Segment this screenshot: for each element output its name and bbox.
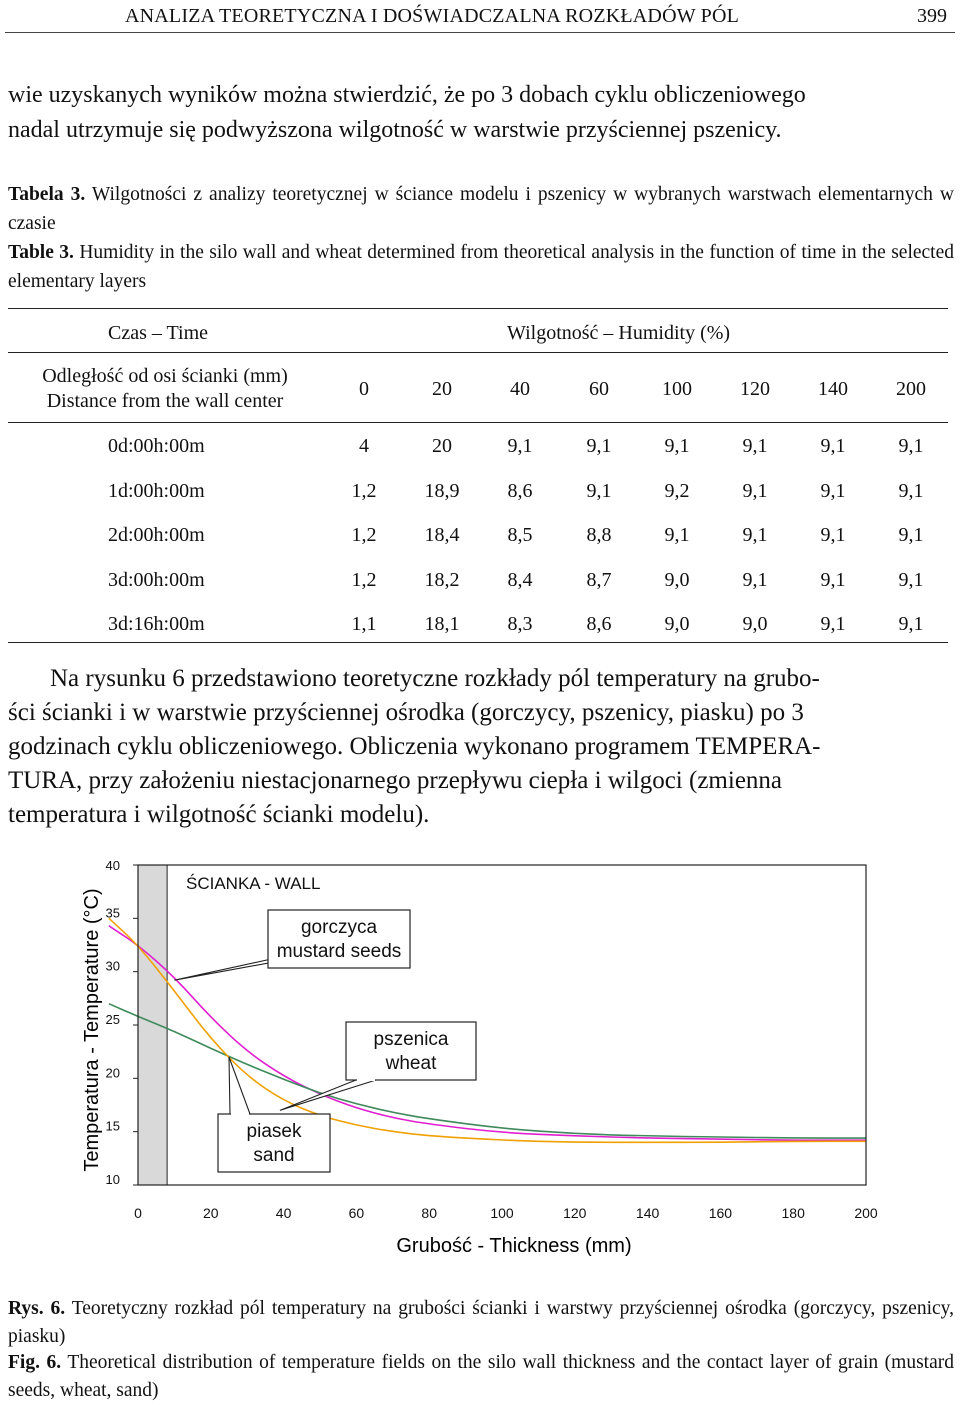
body-line-3: godzinach cyklu obliczeniowego. Obliczenia wykonano programem TEMPERA- bbox=[8, 733, 821, 760]
series-line-0 bbox=[109, 926, 866, 1140]
x-tick-label: 120 bbox=[563, 1205, 587, 1221]
page-number: 399 bbox=[917, 5, 947, 27]
table-cell-value: 9,1 bbox=[742, 568, 768, 591]
table-cell-value: 9,1 bbox=[586, 435, 612, 457]
table-caption-pl bbox=[8, 180, 954, 238]
series-line-2 bbox=[109, 918, 866, 1142]
x-tick-label: 140 bbox=[635, 1205, 660, 1221]
table-cell-value: 9,1 bbox=[820, 613, 846, 635]
table-cell-value: 9,1 bbox=[898, 524, 924, 546]
table-caption-en-label: Table 3. bbox=[8, 242, 74, 263]
y-tick-label: 25 bbox=[105, 1012, 120, 1027]
table-caption-pl-label: Tabela 3. bbox=[8, 184, 86, 205]
x-tick-label: 200 bbox=[854, 1205, 878, 1221]
distance-header-cell: 0 bbox=[359, 378, 369, 400]
distance-header-cell: 200 bbox=[896, 378, 926, 400]
running-title: ANALIZA TEORETYCZNA I DOŚWIADCZALNA ROZKŁADÓW PÓL bbox=[125, 5, 740, 27]
table-cell-time: 0d:00h:00m bbox=[108, 435, 205, 457]
table-cell-value: 9,1 bbox=[820, 568, 846, 591]
figure-caption-en bbox=[8, 1349, 954, 1405]
table-cell-value: 9,2 bbox=[664, 479, 690, 502]
chart-series-group bbox=[109, 918, 866, 1142]
table-cell-value: 4 bbox=[359, 435, 369, 457]
table-rule-subheader bbox=[8, 422, 948, 423]
chart-annotations bbox=[174, 910, 476, 1172]
table-cell-value: 8,3 bbox=[507, 613, 533, 635]
table-header-distance-pl: Odległość od osi ścianki (mm) bbox=[42, 365, 288, 387]
distance-header-cell: 100 bbox=[662, 378, 692, 400]
x-tick-label: 180 bbox=[781, 1205, 805, 1221]
x-tick-label: 100 bbox=[490, 1205, 514, 1221]
table-caption-en bbox=[8, 238, 954, 296]
table-cell-value: 8,6 bbox=[586, 613, 612, 635]
annotation-text: pszenica bbox=[373, 1029, 449, 1050]
table-cell-value: 18,1 bbox=[424, 613, 460, 635]
table-cell-value: 8,5 bbox=[507, 524, 533, 546]
table-cell-value: 8,8 bbox=[586, 524, 612, 546]
distance-header-cell: 60 bbox=[589, 378, 609, 400]
table-cell-value: 9,1 bbox=[898, 435, 924, 457]
annotation-text: sand bbox=[253, 1145, 295, 1166]
x-tick-label: 60 bbox=[348, 1205, 365, 1221]
table-cell-value: 9,1 bbox=[820, 479, 846, 502]
table-caption-en-text: Humidity in the silo wall and wheat determined from theoretical analysis in the function of time in the selected elementary layers bbox=[8, 242, 955, 292]
table-cell-value: 9,1 bbox=[664, 524, 690, 546]
annotation-text: wheat bbox=[385, 1053, 437, 1074]
table-cell-value: 9,1 bbox=[742, 435, 768, 457]
table-header-humidity: Wilgotność – Humidity (%) bbox=[507, 322, 731, 344]
distance-header-cell: 120 bbox=[740, 378, 770, 400]
figure-caption-pl-label: Rys. 6. bbox=[8, 1298, 66, 1319]
table-cell-value: 9,1 bbox=[898, 613, 924, 635]
table-cell-value: 1,1 bbox=[351, 613, 377, 635]
table-cell-value: 9,1 bbox=[742, 524, 768, 546]
annotation-text: piasek bbox=[246, 1121, 302, 1142]
x-tick-label: 80 bbox=[421, 1205, 437, 1221]
table-header-time: Czas – Time bbox=[108, 322, 209, 344]
distance-header-cell: 40 bbox=[510, 378, 530, 400]
body-line-4: TURA, przy założeniu niestacjonarnego przepływu ciepła i wilgoci (zmienna bbox=[8, 767, 783, 794]
figure-caption-pl-text: Teoretyczny rozkład pól temperatury na grubości ścianki i warstwy przyściennej ośrodka (gorczycy, pszenicy, piasku) bbox=[8, 1298, 954, 1347]
annotation-text: mustard seeds bbox=[276, 941, 402, 962]
body-line-5: temperatura i wilgotność ścianki modelu). bbox=[8, 801, 430, 828]
table-cell-value: 8,4 bbox=[507, 568, 533, 591]
distance-header-cell: 20 bbox=[432, 378, 452, 400]
figure-caption-en-text: Theoretical distribution of temperature fields on the silo wall thickness and the contact layer of grain (mustard seeds, wheat, sand) bbox=[8, 1352, 954, 1401]
y-axis-label: Temperatura - Temperature (°C) bbox=[81, 888, 103, 1172]
intro-line-1: wie uzyskanych wyników można stwierdzić, że po 3 dobach cyklu obliczeniowego bbox=[8, 82, 806, 108]
intro-line-2: nadal utrzymuje się podwyższona wilgotność w warstwie przyściennej pszenicy. bbox=[8, 117, 782, 143]
table-cell-value: 18,4 bbox=[424, 524, 460, 546]
temperature-chart bbox=[0, 850, 960, 1260]
body-line-1 bbox=[8, 662, 952, 696]
y-tick-label: 20 bbox=[105, 1065, 120, 1081]
table-cell-value: 9,1 bbox=[742, 479, 768, 502]
table-cell-value: 9,1 bbox=[586, 479, 612, 502]
table-cell-value: 9,1 bbox=[507, 435, 533, 457]
body-line-1-text: Na rysunku 6 przedstawiono teoretyczne rozkłady pól temperatury na grubo- bbox=[50, 665, 820, 692]
annotation-pointer bbox=[229, 1057, 250, 1114]
x-tick-label: 40 bbox=[275, 1205, 292, 1221]
table-header-distance-en: Distance from the wall center bbox=[46, 390, 284, 412]
body-paragraph bbox=[8, 662, 952, 832]
figure-caption-pl bbox=[8, 1295, 954, 1351]
x-tick-label: 160 bbox=[708, 1205, 733, 1221]
y-tick-label: 40 bbox=[105, 858, 120, 873]
table-cell-value: 9,1 bbox=[898, 479, 924, 502]
table-cell-value: 18,2 bbox=[424, 568, 460, 591]
table-cell-value: 20 bbox=[432, 435, 452, 457]
table-cell-value: 9,0 bbox=[664, 613, 690, 635]
table-cell-time: 1d:00h:00m bbox=[108, 479, 205, 502]
y-tick-label: 10 bbox=[105, 1172, 120, 1187]
table-cell-time: 2d:00h:00m bbox=[108, 524, 205, 546]
table-caption-pl-text: Wilgotności z analizy teoretycznej w ściance modelu i pszenicy w wybranych warstwach elementarnych w czasie bbox=[8, 184, 954, 234]
table-cell-time: 3d:00h:00m bbox=[108, 568, 205, 591]
x-tick-label: 20 bbox=[203, 1205, 219, 1221]
y-tick-label: 15 bbox=[105, 1118, 120, 1134]
wall-rect bbox=[138, 865, 167, 1185]
table-cell-value: 9,0 bbox=[664, 568, 690, 591]
table-cell-value: 1,2 bbox=[351, 524, 377, 546]
figure-caption-en-label: Fig. 6. bbox=[8, 1352, 62, 1373]
table-rule-top bbox=[8, 308, 948, 309]
x-axis-label: Grubość - Thickness (mm) bbox=[396, 1235, 632, 1257]
table-cell-value: 1,2 bbox=[351, 568, 377, 591]
y-tick-label: 35 bbox=[105, 905, 120, 921]
table-cell-value: 18,9 bbox=[424, 479, 460, 502]
running-header bbox=[5, 0, 955, 33]
table-cell-value: 9,1 bbox=[664, 435, 690, 457]
annotation-text: gorczyca bbox=[300, 917, 378, 938]
table-cell-value: 8,7 bbox=[586, 568, 612, 591]
y-tick-label: 30 bbox=[105, 958, 120, 974]
table-cell-value: 9,0 bbox=[742, 613, 768, 635]
table-cell-value: 8,6 bbox=[507, 479, 533, 502]
table-cell-value: 1,2 bbox=[351, 479, 377, 502]
x-tick-label: 0 bbox=[134, 1205, 142, 1221]
wall-label: ŚCIANKA - WALL bbox=[186, 874, 321, 893]
table-rule-bottom bbox=[8, 642, 948, 643]
distance-header-cell: 140 bbox=[818, 378, 848, 400]
table-cell-value: 9,1 bbox=[820, 435, 846, 457]
table-cell-value: 9,1 bbox=[820, 524, 846, 546]
table-rule-header bbox=[8, 352, 948, 353]
table-cell-value: 9,1 bbox=[898, 568, 924, 591]
body-line-2: ści ścianki i w warstwie przyściennej ośrodka (gorczycy, pszenicy, piasku) po 3 bbox=[8, 699, 804, 726]
table-cell-time: 3d:16h:00m bbox=[108, 613, 205, 635]
